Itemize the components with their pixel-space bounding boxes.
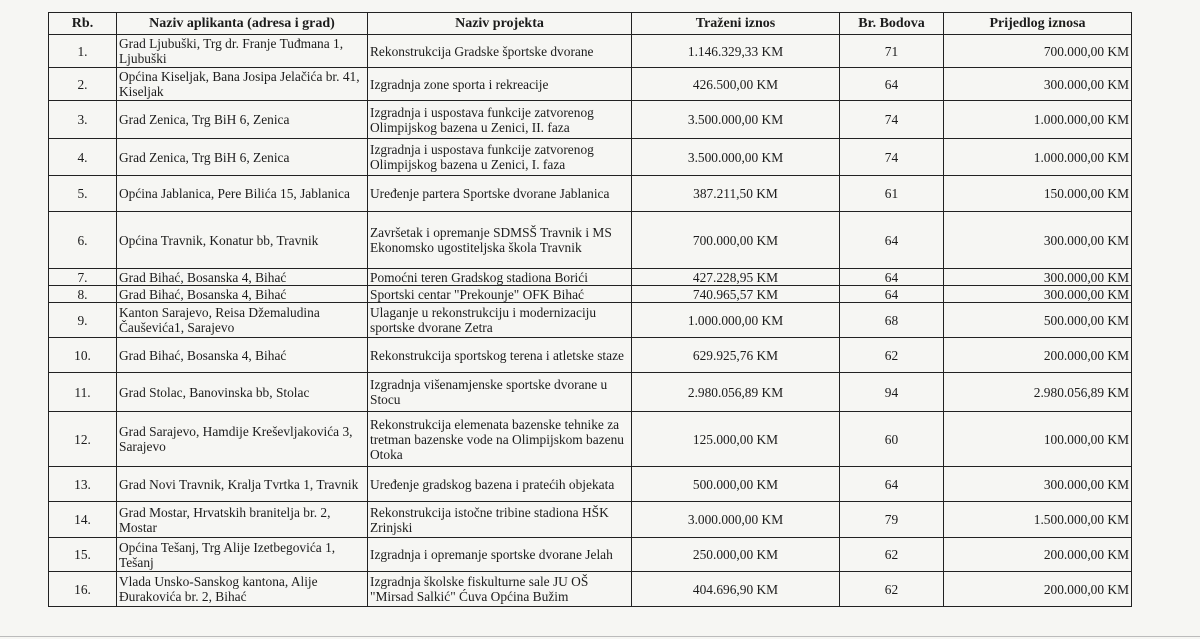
cell-applicant: Općina Kiseljak, Bana Josipa Jelačića br. 41, Kiseljak [117,68,368,101]
cell-requested: 1.000.000,00 KM [632,303,840,338]
cell-project: Izgradnja školske fiskulturne sale JU OŠ "Mirsad Salkić" Ćuva Općina Bužim [368,572,632,607]
cell-rb: 3. [49,101,117,139]
cell-points: 61 [840,176,944,212]
cell-proposal: 300.000,00 KM [944,212,1132,269]
cell-proposal: 500.000,00 KM [944,303,1132,338]
cell-applicant: Kanton Sarajevo, Reisa Džemaludina Čauševića1, Sarajevo [117,303,368,338]
cell-requested: 404.696,90 KM [632,572,840,607]
table-row [49,373,1132,412]
cell-applicant: Grad Zenica, Trg BiH 6, Zenica [117,101,368,139]
header-rb: Rb. [49,13,117,35]
table-row [49,538,1132,572]
cell-applicant: Vlada Unsko-Sanskog kantona, Alije Đurakovića br. 2, Bihać [117,572,368,607]
cell-applicant: Općina Jablanica, Pere Bilića 15, Jablanica [117,176,368,212]
cell-points: 64 [840,68,944,101]
table-row [49,412,1132,467]
cell-proposal: 700.000,00 KM [944,35,1132,68]
grants-table [48,12,1132,607]
cell-points: 79 [840,502,944,538]
cell-rb: 9. [49,303,117,338]
cell-proposal: 200.000,00 KM [944,572,1132,607]
cell-proposal: 300.000,00 KM [944,269,1132,286]
cell-rb: 15. [49,538,117,572]
cell-points: 60 [840,412,944,467]
cell-project: Rekonstrukcija istočne tribine stadiona HŠK Zrinjski [368,502,632,538]
cell-points: 64 [840,212,944,269]
cell-project: Završetak i opremanje SDMSŠ Travnik i MS Ekonomsko ugostiteljska škola Travnik [368,212,632,269]
cell-rb: 12. [49,412,117,467]
table-row [49,101,1132,139]
table-body [49,35,1132,607]
cell-applicant: Grad Bihać, Bosanska 4, Bihać [117,286,368,303]
cell-applicant: Grad Zenica, Trg BiH 6, Zenica [117,139,368,176]
header-applicant: Naziv aplikanta (adresa i grad) [117,13,368,35]
cell-rb: 2. [49,68,117,101]
cell-requested: 250.000,00 KM [632,538,840,572]
cell-points: 64 [840,467,944,502]
cell-requested: 125.000,00 KM [632,412,840,467]
cell-project: Uređenje partera Sportske dvorane Jablanica [368,176,632,212]
table-row [49,68,1132,101]
cell-proposal: 150.000,00 KM [944,176,1132,212]
table-row [49,35,1132,68]
cell-rb: 7. [49,269,117,286]
cell-rb: 6. [49,212,117,269]
cell-rb: 1. [49,35,117,68]
table-row [49,338,1132,373]
table-row [49,572,1132,607]
cell-points: 64 [840,286,944,303]
cell-points: 62 [840,572,944,607]
cell-rb: 4. [49,139,117,176]
cell-project: Rekonstrukcija elemenata bazenske tehnike za tretman bazenske vode na Olimpijskom bazenu Otoka [368,412,632,467]
cell-requested: 3.500.000,00 KM [632,139,840,176]
cell-requested: 700.000,00 KM [632,212,840,269]
header-project: Naziv projekta [368,13,632,35]
cell-points: 62 [840,538,944,572]
cell-points: 64 [840,269,944,286]
cell-proposal: 300.000,00 KM [944,68,1132,101]
cell-project: Izgradnja zone sporta i rekreacije [368,68,632,101]
cell-proposal: 200.000,00 KM [944,538,1132,572]
cell-points: 62 [840,338,944,373]
cell-applicant: Grad Sarajevo, Hamdije Kreševljakovića 3, Sarajevo [117,412,368,467]
cell-points: 74 [840,139,944,176]
cell-rb: 10. [49,338,117,373]
cell-project: Rekonstrukcija Gradske športske dvorane [368,35,632,68]
cell-rb: 13. [49,467,117,502]
header-row [49,13,1132,35]
header-proposal: Prijedlog iznosa [944,13,1132,35]
cell-proposal: 1.000.000,00 KM [944,101,1132,139]
table-row [49,286,1132,303]
cell-requested: 426.500,00 KM [632,68,840,101]
cell-proposal: 100.000,00 KM [944,412,1132,467]
cell-project: Izgradnja i opremanje sportske dvorane Jelah [368,538,632,572]
cell-project: Izgradnja i uspostava funkcije zatvorenog Olimpijskog bazena u Zenici, I. faza [368,139,632,176]
cell-applicant: Grad Novi Travnik, Kralja Tvrtka 1, Travnik [117,467,368,502]
cell-proposal: 2.980.056,89 KM [944,373,1132,412]
cell-rb: 5. [49,176,117,212]
cell-proposal: 300.000,00 KM [944,286,1132,303]
cell-points: 74 [840,101,944,139]
table-row [49,176,1132,212]
header-requested: Traženi iznos [632,13,840,35]
header-points: Br. Bodova [840,13,944,35]
cell-rb: 11. [49,373,117,412]
table-row [49,502,1132,538]
cell-applicant: Grad Bihać, Bosanska 4, Bihać [117,338,368,373]
cell-applicant: Općina Tešanj, Trg Alije Izetbegovića 1, Tešanj [117,538,368,572]
cell-project: Sportski centar "Prekounje" OFK Bihać [368,286,632,303]
cell-proposal: 1.000.000,00 KM [944,139,1132,176]
cell-points: 68 [840,303,944,338]
page-bottom-divider [0,636,1200,637]
cell-requested: 500.000,00 KM [632,467,840,502]
cell-applicant: Općina Travnik, Konatur bb, Travnik [117,212,368,269]
cell-project: Ulaganje u rekonstrukciju i modernizaciju sportske dvorane Zetra [368,303,632,338]
cell-proposal: 300.000,00 KM [944,467,1132,502]
cell-rb: 8. [49,286,117,303]
cell-applicant: Grad Ljubuški, Trg dr. Franje Tuđmana 1, Ljubuški [117,35,368,68]
cell-proposal: 200.000,00 KM [944,338,1132,373]
cell-applicant: Grad Stolac, Banovinska bb, Stolac [117,373,368,412]
cell-requested: 3.000.000,00 KM [632,502,840,538]
cell-applicant: Grad Mostar, Hrvatskih branitelja br. 2, Mostar [117,502,368,538]
cell-requested: 629.925,76 KM [632,338,840,373]
cell-requested: 3.500.000,00 KM [632,101,840,139]
cell-requested: 387.211,50 KM [632,176,840,212]
cell-project: Izgradnja i uspostava funkcije zatvorenog Olimpijskog bazena u Zenici, II. faza [368,101,632,139]
cell-rb: 14. [49,502,117,538]
table-row [49,467,1132,502]
cell-proposal: 1.500.000,00 KM [944,502,1132,538]
cell-requested: 1.146.329,33 KM [632,35,840,68]
cell-project: Izgradnja višenamjenske sportske dvorane u Stocu [368,373,632,412]
cell-applicant: Grad Bihać, Bosanska 4, Bihać [117,269,368,286]
cell-points: 94 [840,373,944,412]
table-row [49,212,1132,269]
cell-project: Rekonstrukcija sportskog terena i atletske staze [368,338,632,373]
table-row [49,269,1132,286]
table-row [49,139,1132,176]
cell-project: Pomoćni teren Gradskog stadiona Borići [368,269,632,286]
cell-requested: 740.965,57 KM [632,286,840,303]
cell-project: Uređenje gradskog bazena i pratećih objekata [368,467,632,502]
cell-rb: 16. [49,572,117,607]
cell-requested: 427.228,95 KM [632,269,840,286]
table-row [49,303,1132,338]
cell-points: 71 [840,35,944,68]
cell-requested: 2.980.056,89 KM [632,373,840,412]
